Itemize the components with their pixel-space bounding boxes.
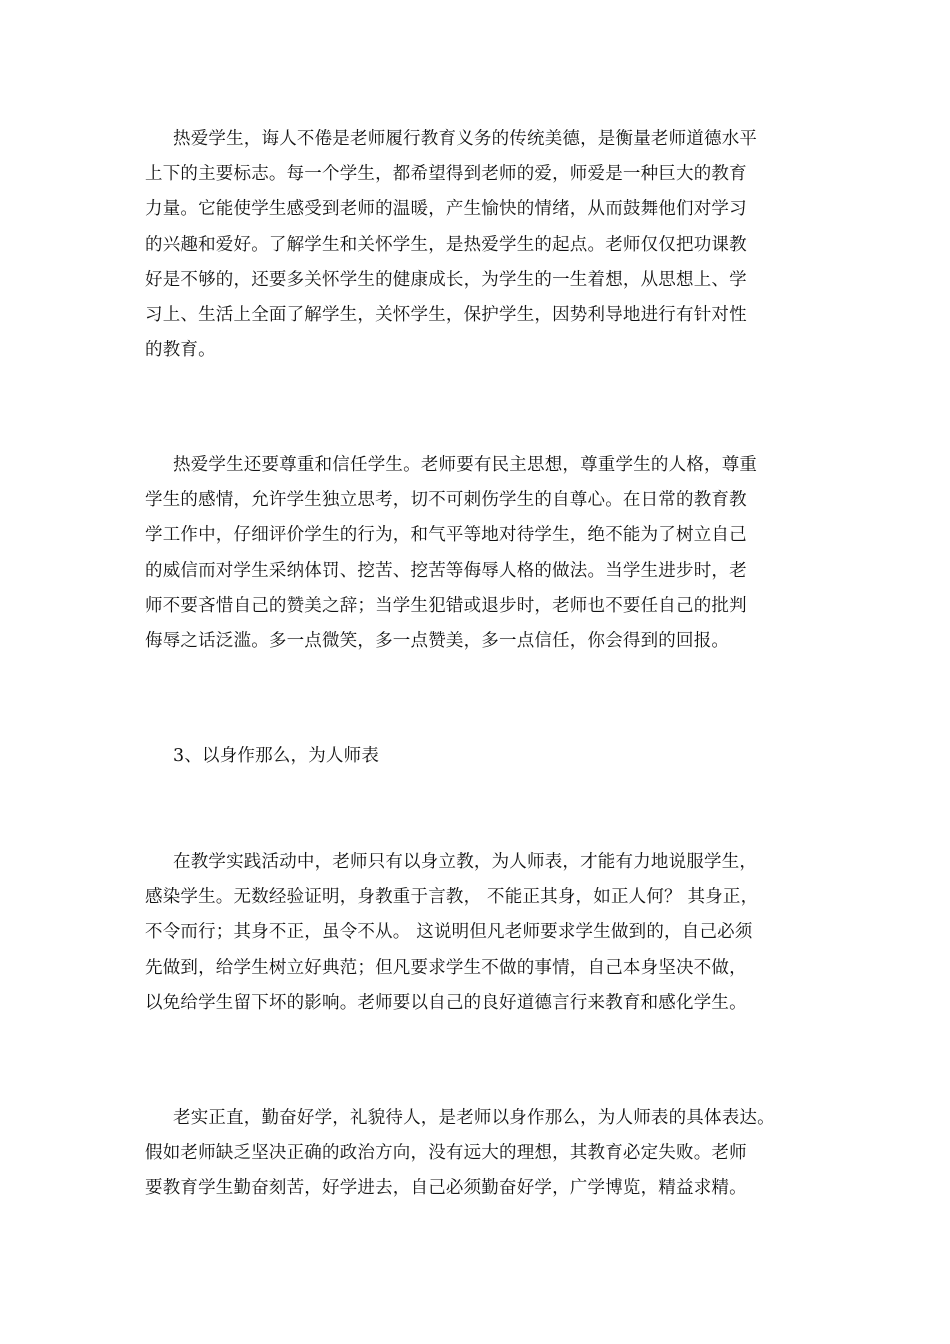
- text-line: 力量。它能使学生感受到老师的温暖，产生愉快的情绪，从而鼓舞他们对学习: [145, 199, 747, 220]
- text-line: 老实正直，勤奋好学，礼貌待人，是老师以身作那么，为人师表的具体表达。: [173, 1108, 775, 1128]
- paragraph-love-students: [145, 122, 825, 368]
- paragraph-lead-by-example: [145, 845, 825, 1021]
- text-line: 先做到，给学生树立好典范；但凡要求学生不做的事情，自己本身坚决不做，: [145, 957, 747, 978]
- text-line: 热爱学生，诲人不倦是老师履行教育义务的传统美德，是衡量老师道德水平: [173, 129, 758, 149]
- text-line: 要教育学生勤奋刻苦，好学进去，自己必须勤奋好学，广学博览，精益求精。: [145, 1178, 747, 1199]
- text-line: 上下的主要标志。每一个学生，都希望得到老师的爱，师爱是一种巨大的教育: [145, 164, 747, 185]
- text-line: 好是不够的，还要多关怀学生的健康成长，为学生的一生着想，从思想上、学: [145, 269, 747, 290]
- text-line: 以免给学生留下坏的影响。老师要以自己的良好道德言行来教育和感化学生。: [145, 992, 747, 1013]
- text-line: 侮辱之话泛滥。多一点微笑，多一点赞美，多一点信任，你会得到的回报。: [145, 631, 730, 652]
- section-heading: [145, 739, 825, 774]
- paragraph-respect-students: [145, 448, 825, 659]
- text-line: 的教育。: [145, 340, 216, 361]
- text-line: 假如老师缺乏坚决正确的政治方向，没有远大的理想，其教育必定失败。老师: [145, 1143, 747, 1164]
- text-line: 学工作中，仔细评价学生的行为，和气平等地对待学生，绝不能为了树立自己: [145, 525, 747, 546]
- section-heading-text: 3、以身作那么，为人师表: [173, 746, 380, 766]
- text-line: 的威信而对学生采纳体罚、挖苦、挖苦等侮辱人格的做法。当学生进步时，老: [145, 560, 747, 581]
- text-line: 师不要吝惜自己的赞美之辞；当学生犯错或退步时，老师也不要任自己的批判: [145, 595, 747, 616]
- text-line: 不令而行；其身不正，虽令不从。 这说明但凡老师要求学生做到的，自己必须: [145, 922, 753, 943]
- text-line: 的兴趣和爱好。了解学生和关怀学生，是热爱学生的起点。老师仅仅把功课教: [145, 234, 747, 255]
- paragraph-honesty-diligence: [145, 1101, 825, 1207]
- text-line: 感染学生。无数经验证明，身教重于言教， 不能正其身，如正人何？ 其身正，: [145, 887, 759, 908]
- text-line: 在教学实践活动中，老师只有以身立教，为人师表，才能有力地说服学生，: [173, 852, 758, 872]
- text-line: 习上、生活上全面了解学生，关怀学生，保护学生，因势利导地进行有针对性: [145, 305, 747, 326]
- text-line: 学生的感情，允许学生独立思考，切不可刺伤学生的自尊心。在日常的教育教: [145, 490, 747, 511]
- text-line: 热爱学生还要尊重和信任学生。老师要有民主思想，尊重学生的人格，尊重: [173, 455, 758, 475]
